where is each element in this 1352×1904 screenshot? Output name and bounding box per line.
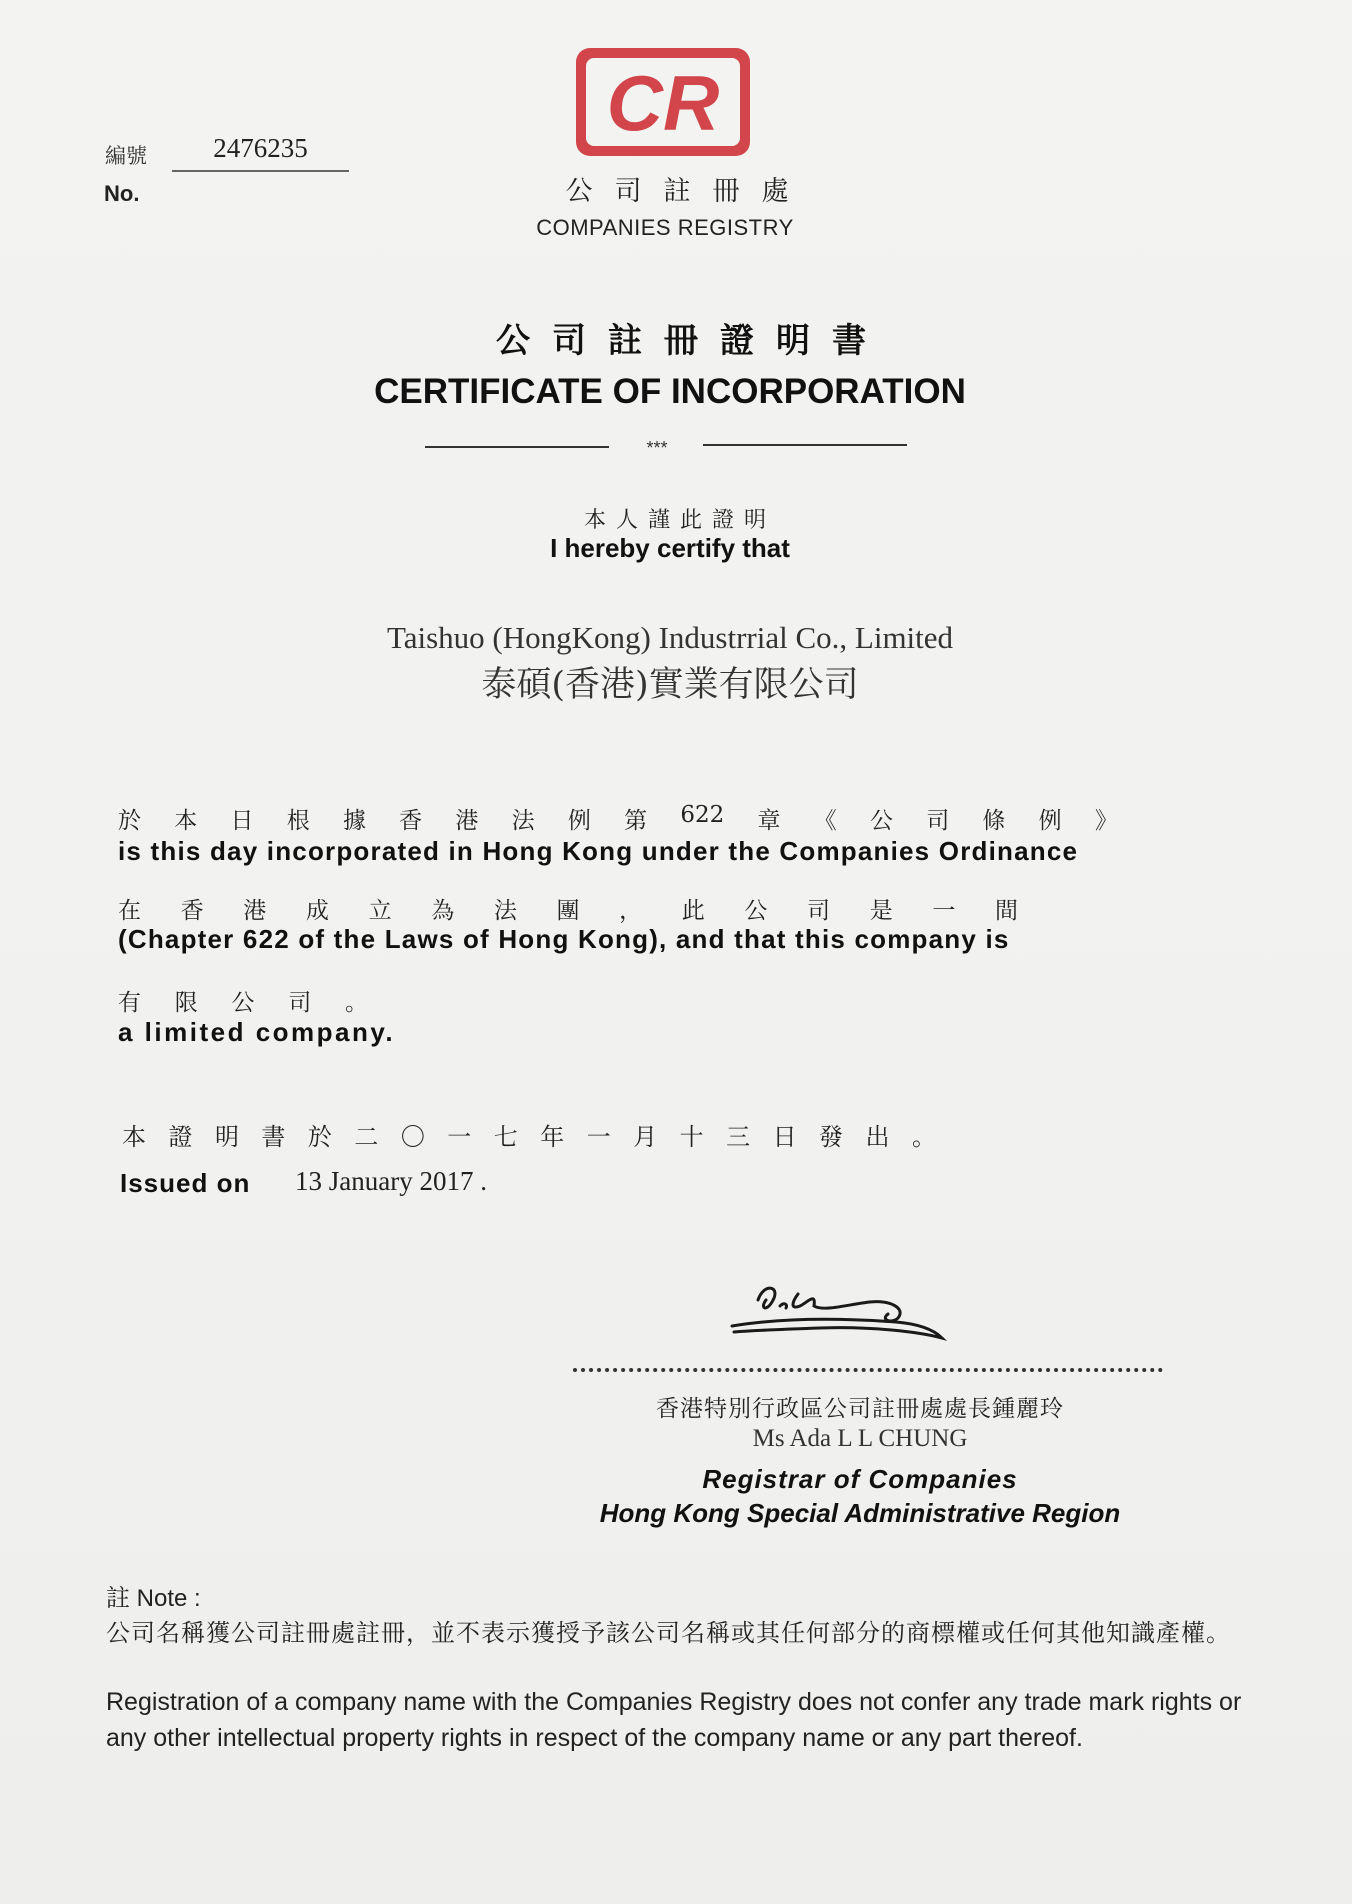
certify-text-en: I hereby certify that — [550, 533, 790, 563]
certify-text-zh: 本人謹此證明 — [583, 508, 776, 533]
char: 月 — [633, 1123, 658, 1151]
signature-line — [573, 1368, 1163, 1372]
char: 日 — [772, 1123, 797, 1151]
char: 立 — [368, 898, 392, 924]
registrar-name: Ms Ada L L CHUNG — [752, 1425, 968, 1452]
char: 此 — [681, 898, 705, 924]
char: 法 — [511, 808, 535, 834]
issued-date: 13 January 2017 . — [295, 1166, 487, 1196]
char: 香 — [399, 808, 423, 834]
char: 明 — [214, 1123, 239, 1151]
char: 二 — [354, 1123, 379, 1151]
char: 十 — [679, 1123, 704, 1151]
char: 622 — [680, 802, 725, 828]
body-line-1-en: is this day incorporated in Hong Kong under the Companies Ordinance — [118, 836, 1079, 866]
char: 據 — [342, 808, 366, 834]
char: 七 — [493, 1123, 518, 1151]
note-text-zh: 公司名稱獲公司註冊處註冊，並不表示獲授予該公司名稱或其任何部分的商標權或任何其他知識產權。 — [106, 1619, 1231, 1647]
char: 例 — [567, 808, 591, 834]
issued-date-zh — [122, 1117, 936, 1152]
char: 港 — [455, 808, 479, 834]
char: 公 — [231, 990, 255, 1016]
char: 〇 — [400, 1123, 425, 1151]
registrar-signature — [720, 1272, 960, 1348]
char: 成 — [305, 898, 329, 924]
char: 是 — [869, 898, 893, 924]
number-label-en: No. — [104, 181, 140, 206]
title-ornament: *** — [646, 438, 668, 458]
char: 司 — [288, 990, 312, 1016]
char: 為 — [431, 898, 455, 924]
char: 本 — [174, 808, 198, 834]
issued-label: Issued on — [120, 1168, 251, 1198]
char: ， — [619, 898, 643, 924]
char: 。 — [911, 1123, 936, 1151]
certificate-number: 2476235 — [172, 133, 349, 172]
char: 年 — [540, 1123, 565, 1151]
char: 限 — [174, 990, 198, 1016]
logo-text: CR — [606, 59, 720, 147]
char: 港 — [243, 898, 267, 924]
number-label-zh: 編號 — [105, 144, 147, 168]
title-rule-right — [703, 444, 907, 446]
char: 章 — [757, 808, 781, 834]
char: 司 — [926, 808, 950, 834]
char: 第 — [624, 808, 648, 834]
registry-name-en: COMPANIES REGISTRY — [536, 215, 794, 240]
body-line-3-zh — [118, 984, 368, 1017]
char: 書 — [261, 1123, 286, 1151]
registry-name-zh: 公司註冊處 — [565, 176, 811, 207]
registrar-region: Hong Kong Special Administrative Region — [599, 1498, 1121, 1528]
char: 公 — [744, 898, 768, 924]
registrar-title: Registrar of Companies — [702, 1464, 1018, 1494]
char: 證 — [168, 1123, 193, 1151]
char: 《 — [813, 808, 837, 834]
char: 日 — [230, 808, 254, 834]
body-line-1-zh — [118, 802, 1118, 835]
company-name-en: Taishuo (HongKong) Industrrial Co., Limited — [386, 620, 954, 655]
body-line-3-en: a limited company. — [118, 1017, 396, 1047]
char: 香 — [180, 898, 204, 924]
note-label: 註 Note : — [106, 1585, 201, 1612]
char: 。 — [345, 990, 368, 1016]
char: 一 — [932, 898, 956, 924]
char: 有 — [118, 990, 141, 1016]
body-line-2-zh — [118, 892, 1018, 925]
char: 間 — [994, 898, 1018, 924]
char: 》 — [1094, 808, 1118, 834]
char: 根 — [286, 808, 310, 834]
char: 出 — [865, 1123, 890, 1151]
char: 於 — [307, 1123, 332, 1151]
char: 本 — [122, 1123, 146, 1151]
title-rule-left — [425, 446, 609, 448]
note-text-en: Registration of a company name with the Companies Registry does not confer any trade mark rights or any other intellectual property rights in respect of the company name or any part thereof. — [106, 1688, 1242, 1752]
char: 例 — [1038, 808, 1062, 834]
title-zh: 公司註冊證明書 — [496, 321, 888, 361]
char: 司 — [807, 898, 831, 924]
char: 三 — [726, 1123, 751, 1151]
company-name-zh: 泰碩(香港)實業有限公司 — [481, 665, 859, 705]
char: 法 — [493, 898, 517, 924]
char: 一 — [447, 1123, 472, 1151]
registrar-zh: 香港特別行政區公司註冊處處長鍾麗玲 — [656, 1396, 1064, 1422]
char: 發 — [819, 1123, 844, 1151]
char: 一 — [586, 1123, 611, 1151]
companies-registry-logo — [572, 44, 754, 160]
char: 公 — [869, 808, 893, 834]
char: 在 — [118, 898, 141, 924]
body-line-2-en: (Chapter 622 of the Laws of Hong Kong), and that this company is — [118, 924, 1010, 954]
char: 團 — [556, 898, 580, 924]
char: 條 — [982, 808, 1006, 834]
title-en: CERTIFICATE OF INCORPORATION — [374, 372, 966, 411]
char: 於 — [118, 808, 141, 834]
